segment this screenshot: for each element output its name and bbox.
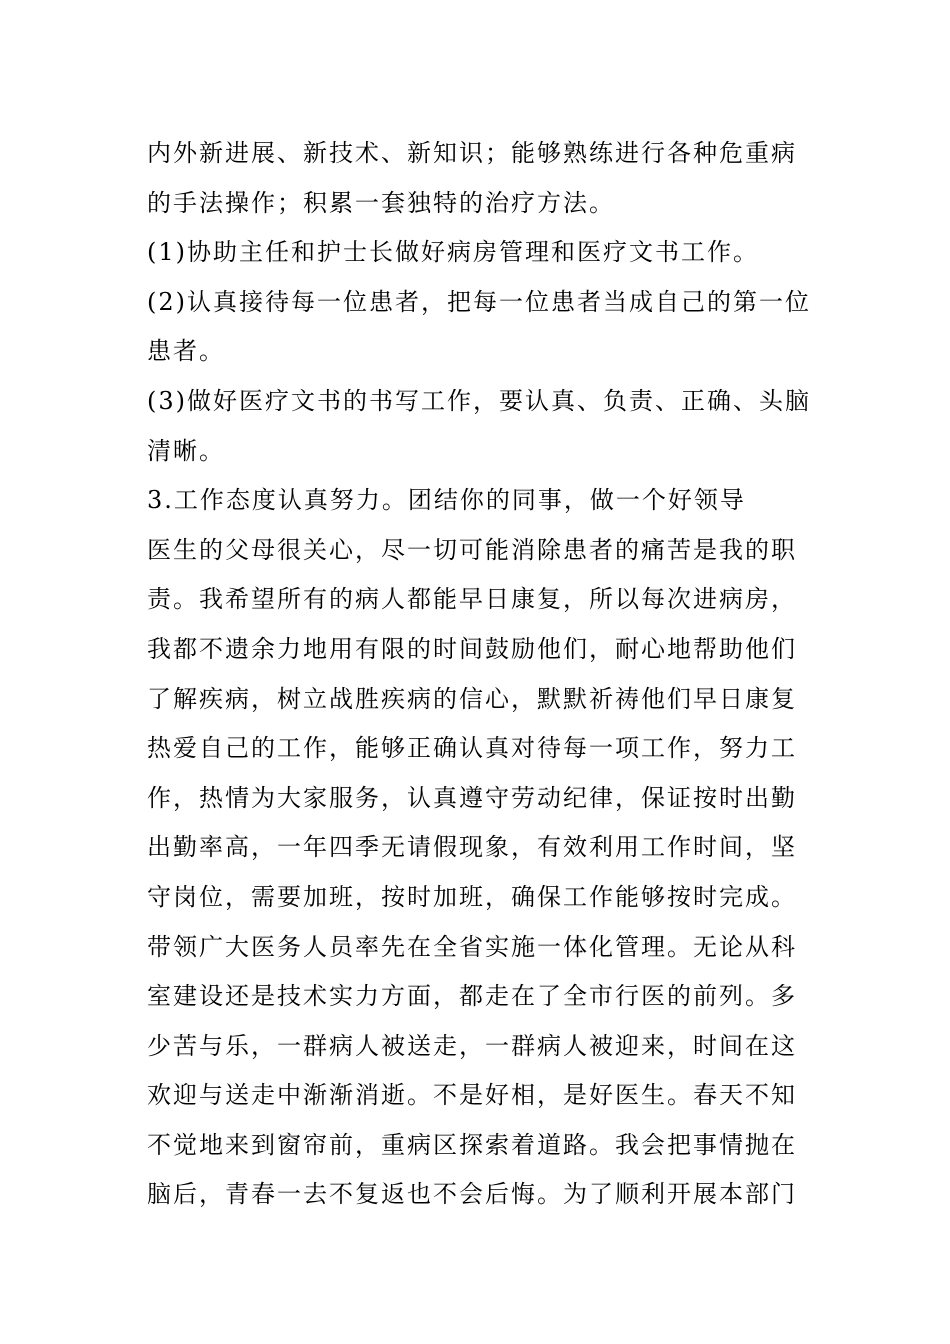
text-line: 的手法操作；积累一套独特的治疗方法。	[147, 188, 615, 217]
body-text	[147, 129, 812, 1220]
text-line: 守岗位，需要加班，按时加班，确保工作能够按时完成。	[147, 882, 797, 911]
text-line: 患者。	[147, 337, 225, 366]
text-line: 内外新进展、新技术、新知识；能够熟练进行各种危重病	[147, 139, 797, 167]
text-line: 带领广大医务人员率先在全省实施一体化管理。无论从科	[147, 932, 797, 961]
text-line: 我都不遗余力地用有限的时间鼓励他们，耐心地帮助他们	[147, 634, 797, 663]
text-line: 欢迎与送走中渐渐消逝。不是好相，是好医生。春天不知	[147, 1081, 797, 1110]
text-line: 脑后，青春一去不复返也不会后悔。为了顺利开展本部门	[147, 1180, 797, 1209]
text-line: 了解疾病，树立战胜疾病的信心，默默祈祷他们早日康复	[147, 684, 797, 713]
text-line: 不觉地来到窗帘前，重病区探索着道路。我会把事情抛在	[147, 1130, 797, 1159]
text-line: 出勤率高，一年四季无请假现象，有效利用工作时间，坚	[147, 833, 797, 862]
text-line: 热爱自己的工作，能够正确认真对待每一项工作，努力工	[147, 734, 797, 763]
text-line: (2)认真接待每一位患者，把每一位患者当成自己的第一位	[147, 287, 811, 316]
text-line: 责。我希望所有的病人都能早日康复，所以每次进病房，	[147, 585, 797, 614]
text-line: 医生的父母很关心，尽一切可能消除患者的痛苦是我的职	[147, 535, 797, 564]
text-line: (3)做好医疗文书的书写工作，要认真、负责、正确、头脑	[147, 386, 811, 415]
text-line: 作，热情为大家服务，认真遵守劳动纪律，保证按时出勤	[147, 783, 797, 812]
text-line: (1)协助主任和护士长做好病房管理和医疗文书工作。	[147, 238, 759, 267]
text-line: 清晰。	[147, 436, 225, 465]
text-line: 3.工作态度认真努力。团结你的同事，做一个好领导	[147, 486, 746, 515]
text-line: 室建设还是技术实力方面，都走在了全市行医的前列。多	[147, 982, 797, 1011]
text-line: 少苦与乐，一群病人被送走，一群病人被迎来，时间在这	[147, 1031, 797, 1060]
